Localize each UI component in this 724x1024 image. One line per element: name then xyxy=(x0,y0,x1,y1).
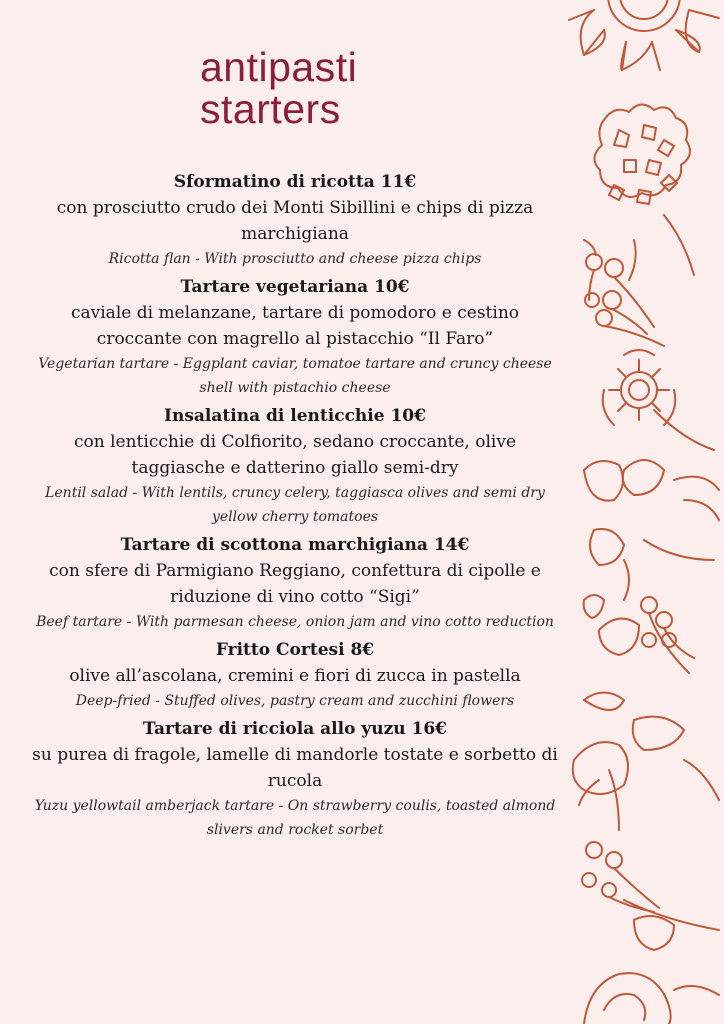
title-italian: antipasti xyxy=(200,44,358,90)
daisy-icon xyxy=(603,350,714,450)
dish-description: olive all’ascolana, cremini e fiori di zucca in pastella xyxy=(69,666,521,686)
dish-item xyxy=(30,274,560,400)
sweet-pea-icon xyxy=(584,460,719,600)
starters-list xyxy=(30,166,560,842)
dish-name: Tartare di ricciola allo yuzu 16€ xyxy=(143,719,447,739)
berries-icon xyxy=(584,595,694,673)
dish-translation: Deep-fried - Stuffed olives, pastry cream and zucchini flowers xyxy=(75,693,515,709)
dish-translation: Yuzu yellowtail amberjack tartare - On strawberry coulis, toasted almond slivers and rocket sorbet xyxy=(34,798,556,838)
hydrangea-icon xyxy=(594,104,694,280)
dish-name: Sformatino di ricotta 11€ xyxy=(173,172,417,192)
sunflower-icon xyxy=(564,0,719,70)
dish-description: con prosciutto crudo dei Monti Sibillini e chips di pizza marchigiana xyxy=(56,198,534,244)
dish-translation: Ricotta flan - With prosciutto and cheese pizza chips xyxy=(108,251,482,267)
dish-item xyxy=(30,403,560,529)
dish-name: Insalatina di lenticchie 10€ xyxy=(164,406,426,426)
rose-icon xyxy=(584,973,719,1024)
dish-description: caviale di melanzane, tartare di pomodoro e cestino croccante con magrello al pistacchio “Il Faro” xyxy=(70,303,520,349)
title-english: starters xyxy=(200,86,341,132)
page-title xyxy=(200,46,357,130)
berries-icon xyxy=(584,240,664,346)
dish-translation: Beef tartare - With parmesan cheese, onion jam and vino cotto reduction xyxy=(36,614,554,630)
flower-icon xyxy=(573,693,719,831)
dish-description: con sfere di Parmigiano Reggiano, confettura di cipolle e riduzione di vino cotto “Sigi” xyxy=(49,561,541,607)
dish-translation: Vegetarian tartare - Eggplant caviar, tomatoe tartare and cruncy cheese shell with pistachio cheese xyxy=(38,356,552,396)
dish-item xyxy=(30,637,560,713)
dish-name: Fritto Cortesi 8€ xyxy=(215,640,375,660)
dish-name: Tartare di scottona marchigiana 14€ xyxy=(120,535,470,555)
dish-item xyxy=(30,169,560,271)
dish-item xyxy=(30,532,560,634)
dish-name: Tartare vegetariana 10€ xyxy=(180,277,410,297)
dish-translation: Lentil salad - With lentils, cruncy celery, taggiasca olives and semi dry yellow cherry tomatoes xyxy=(45,485,545,525)
dish-description: con lenticchie di Colfiorito, sedano croccante, olive taggiasche e datterino giallo semi-dry xyxy=(74,432,516,478)
dish-description: su purea di fragole, lamelle di mandorle tostate e sorbetto di rucola xyxy=(32,745,558,791)
dish-item xyxy=(30,716,560,842)
floral-line-art-icon xyxy=(564,0,724,1024)
berries-icon xyxy=(582,842,719,950)
